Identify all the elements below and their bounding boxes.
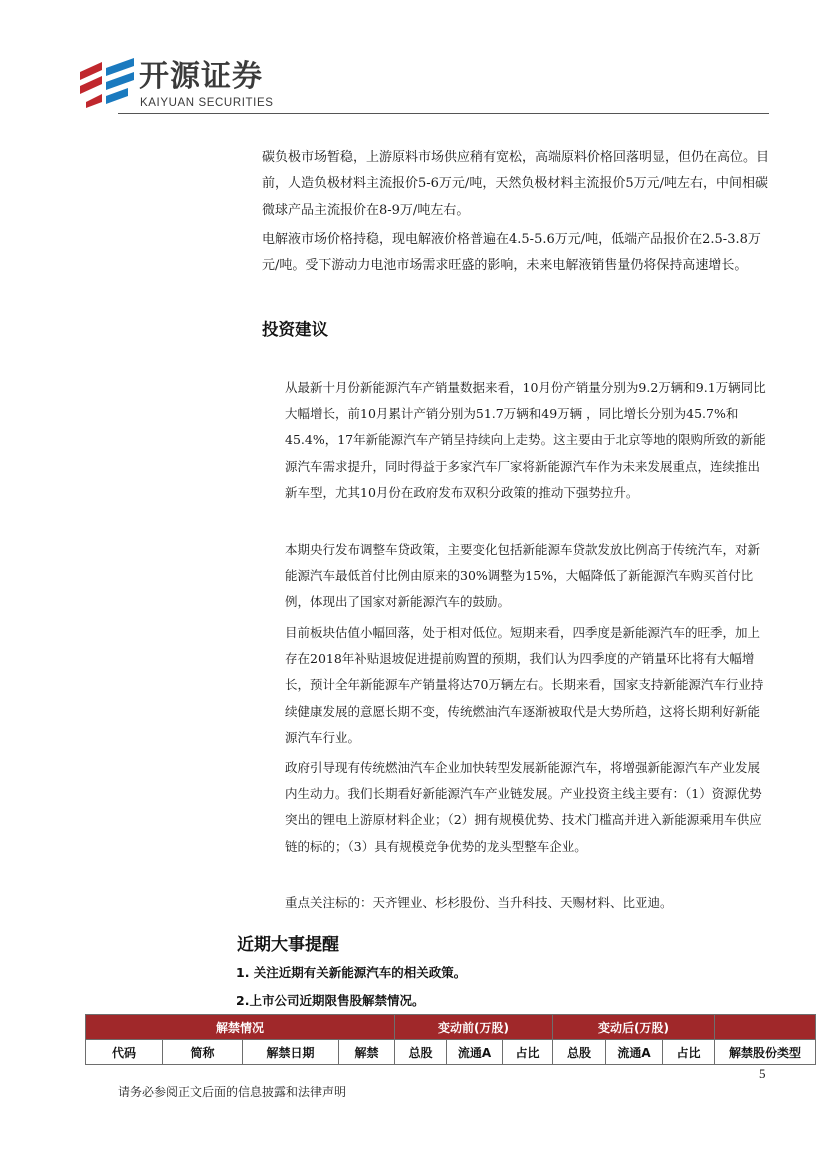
footer-disclaimer: 请务必参阅正文后面的信息披露和法律声明: [118, 1085, 347, 1099]
table-group-header: 解禁情况: [86, 1015, 395, 1040]
table-column-header: 解禁日期: [243, 1040, 339, 1065]
investment-paragraph-valuation: 目前板块估值小幅回落，处于相对低位。短期来看，四季度是新能源汽车的旺季，加上存在2018年补贴退坡促进提前购置的预期，我们认为四季度的产销量环比将有大幅增长，预计全年新能源车产销量将达70万辆左右。长期来看，国家支持新能源汽车行业持续健康发展的意愿长期不变，传统燃油汽车逐渐被取代是大势所趋，这将长期利好新能源汽车行业。: [285, 625, 764, 745]
brand-name-cn: 开源证券: [139, 59, 263, 94]
investment-paragraph-targets: 重点关注标的：天齐锂业、杉杉股份、当升科技、天赐材料、比亚迪。: [285, 895, 673, 910]
investment-paragraph-sales: 从最新十月份新能源汽车产销量数据来看，10月份产销量分别为9.2万辆和9.1万辆同比大幅增长，前10月累计产销分别为51.7万辆和49万辆 ，同比增长分别为45.7%和45.4%，17年新能源汽车产销呈持续向上走势。这主要由于北京等地的限购所致的新能源汽车需求提升，同时得益于多家汽车厂家将新能源汽车作为未来发展重点，连续推出新车型，尤其10月份在政府发布双积分政策的推动下强势拉升。: [285, 380, 766, 500]
table-group-header-row: [86, 1015, 816, 1040]
table-column-header: 总股: [395, 1040, 447, 1065]
paragraph-electrolyte-market: 电解液市场价格持稳，现电解液价格普遍在4.5-5.6万元/吨，低端产品报价在2.5-3.8万元/吨。受下游动力电池市场需求旺盛的影响，未来电解液销售量仍将保持高速增长。: [262, 232, 761, 274]
event-item-lockup: 2.上市公司近期限售股解禁情况。: [236, 993, 425, 1008]
table-column-header: 代码: [86, 1040, 163, 1065]
table-column-header: 解禁股份类型: [715, 1040, 816, 1065]
table-column-header: 解禁: [339, 1040, 395, 1065]
table-column-header: 占比: [663, 1040, 715, 1065]
header-divider: [118, 113, 769, 114]
investment-paragraph-strategy: 政府引导现有传统燃油汽车企业加快转型发展新能源汽车，将增强新能源汽车产业发展内生动力。我们长期看好新能源汽车产业链发展。产业投资主线主要有：（1）资源优势突出的锂电上游原材料企业；（2）拥有规模优势、技术门槛高并进入新能源乘用车供应链的标的；（3）具有规模竞争优势的龙头型整车企业。: [285, 760, 762, 854]
table-group-header-empty: [715, 1015, 816, 1040]
paragraph-anode-market: 碳负极市场暂稳，上游原料市场供应稍有宽松，高端原料价格回落明显，但仍在高位。目前，人造负极材料主流报价5-6万元/吨，天然负极材料主流报价5万元/吨左右，中间相碳微球产品主流报价在8-9万/吨左右。: [262, 150, 770, 218]
table-group-header: 变动后(万股): [553, 1015, 715, 1040]
table-column-header: 占比: [503, 1040, 553, 1065]
table-column-header: 流通A: [447, 1040, 503, 1065]
event-item-policy: 1. 关注近期有关新能源汽车的相关政策。: [236, 965, 467, 980]
lockup-release-table: [85, 1014, 816, 1065]
table-column-header: 简称: [163, 1040, 243, 1065]
section-heading-investment: 投资建议: [262, 320, 328, 339]
section-heading-events: 近期大事提醒: [237, 935, 339, 955]
kaiyuan-logo-icon: [78, 58, 136, 110]
investment-paragraph-loan-policy: 本期央行发布调整车贷政策，主要变化包括新能源车贷款发放比例高于传统汽车，对新能源汽车最低首付比例由原来的30%调整为15%，大幅降低了新能源汽车购买首付比例，体现出了国家对新能源汽车的鼓励。: [285, 542, 761, 610]
page-number: 5: [759, 1066, 766, 1081]
table-column-header: 流通A: [606, 1040, 663, 1065]
table-group-header: 变动前(万股): [395, 1015, 553, 1040]
table-column-header-row: [86, 1040, 816, 1065]
table-column-header: 总股: [553, 1040, 606, 1065]
brand-name-en: KAIYUAN SECURITIES: [140, 97, 274, 109]
